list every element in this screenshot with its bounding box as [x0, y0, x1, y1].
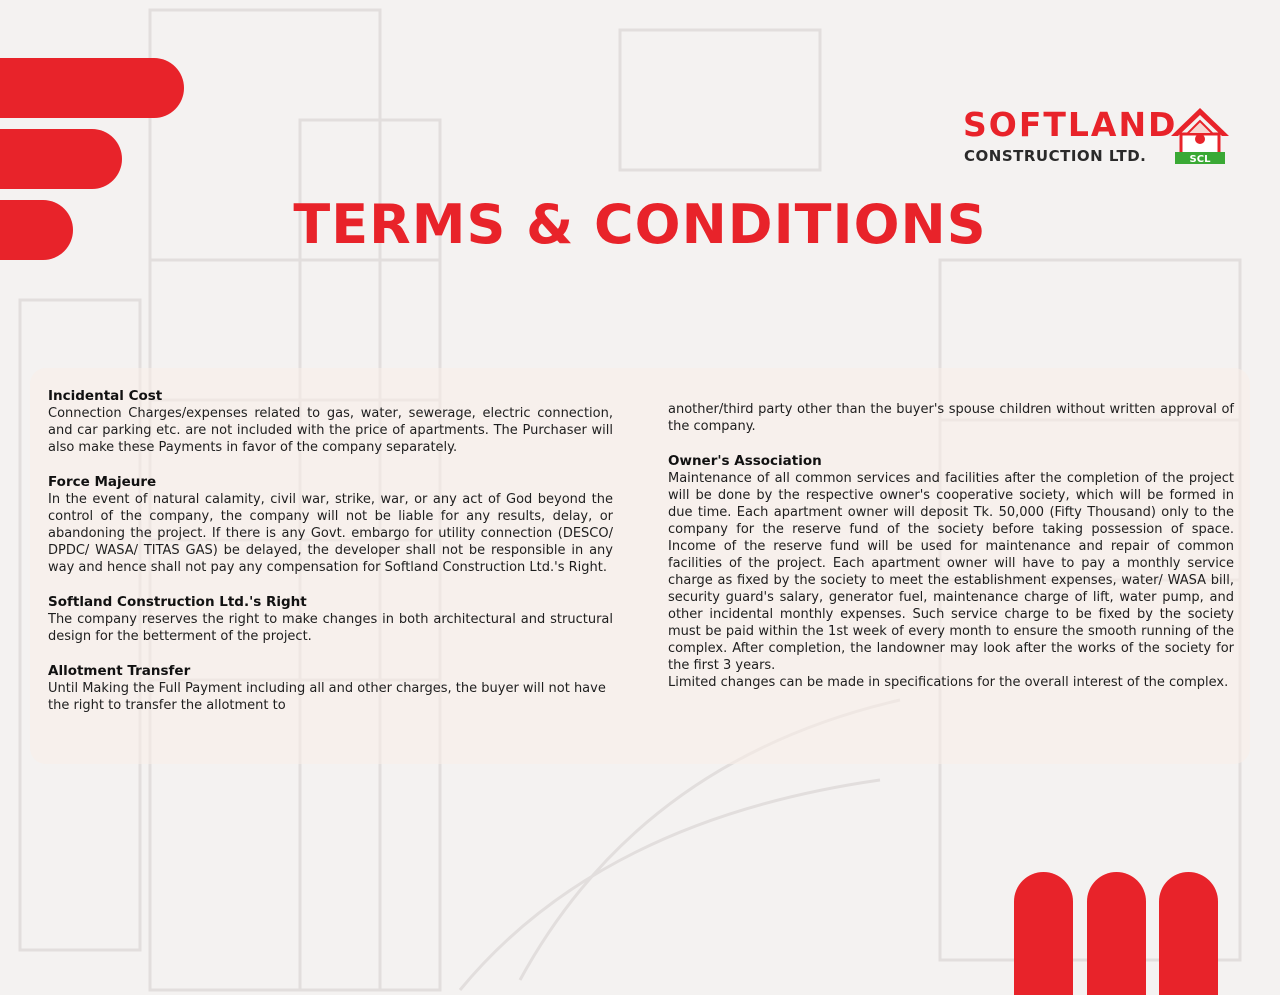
section-heading: Incidental Cost	[48, 388, 163, 404]
right-column	[668, 401, 1234, 708]
decor-arch-left	[1014, 872, 1073, 995]
section-heading: Softland Construction Ltd.'s Right	[48, 594, 307, 610]
section-heading: Allotment Transfer	[48, 663, 191, 679]
left-column	[48, 387, 613, 731]
section-body: The company reserves the right to make changes in both architectural and structural design for the betterment of the project.	[48, 612, 613, 644]
page-title: TERMS & CONDITIONS	[293, 193, 987, 256]
section-body: another/third party other than the buyer's spouse children without written approval of the company.	[668, 402, 1234, 434]
section-incidental-cost	[48, 387, 613, 456]
decor-bar-middle	[0, 129, 122, 189]
section-body: In the event of natural calamity, civil war, strike, war, or any act of God beyond the control of the company, the company will not be liable for any results, delay, or abandoning the project. If there is any Govt. embargo for utility connection (DESCO/ DPDC/ WASA/ TITAS GAS) be delayed, the developer shall not be responsible in any way and hence shall not pay any compensation for Softland Construction Ltd.'s Right.	[48, 492, 613, 575]
section-allotment-transfer	[48, 662, 613, 714]
section-body: Until Making the Full Payment including all and other charges, the buyer will not have the right to transfer the allotment to	[48, 681, 606, 713]
section-allotment-transfer-continued	[668, 401, 1234, 435]
logo-badge-text: SCL	[1189, 154, 1211, 165]
section-heading: Owner's Association	[668, 453, 822, 469]
section-body: Maintenance of all common services and facilities after the completion of the project will be done by the respective owner's cooperative society, which will be formed in due time. Each apartment owner will deposit Tk. 50,000 (Fifty Thousand) only to the company for the reserve fund of the society before taking possession of space. Income of the reserve fund will be used for maintenance and repair of common facilities of the project. Each apartment owner will have to pay a monthly service charge as fixed by the society to meet the establishment expenses, water/ WASA bill, security guard's salary, generator fuel, maintenance charge of lift, water pump, and other incidental monthly expenses. Such service charge to be fixed by the society must be paid within the 1st week of every month to ensure the smooth running of the complex. After completion, the landowner may look after the works of the society for the first 3 years.	[668, 471, 1234, 673]
section-owners-association	[668, 452, 1234, 691]
logo-subtitle: CONSTRUCTION LTD.	[964, 147, 1147, 165]
section-force-majeure	[48, 473, 613, 576]
company-logo	[963, 106, 1233, 168]
decor-arch-right	[1159, 872, 1218, 995]
logo-wordmark: SOFTLAND	[963, 105, 1178, 144]
section-company-right	[48, 593, 613, 645]
house-logo-icon	[1169, 106, 1231, 166]
section-body-note: Limited changes can be made in specifications for the overall interest of the complex.	[668, 675, 1229, 690]
decor-bar-top	[0, 58, 184, 118]
section-body: Connection Charges/expenses related to gas, water, sewerage, electric connection, and car parking etc. are not included with the price of apartments. The Purchaser will also make these Payments in favor of the company separately.	[48, 406, 613, 455]
decor-arch-middle	[1087, 872, 1146, 995]
section-heading: Force Majeure	[48, 474, 157, 490]
